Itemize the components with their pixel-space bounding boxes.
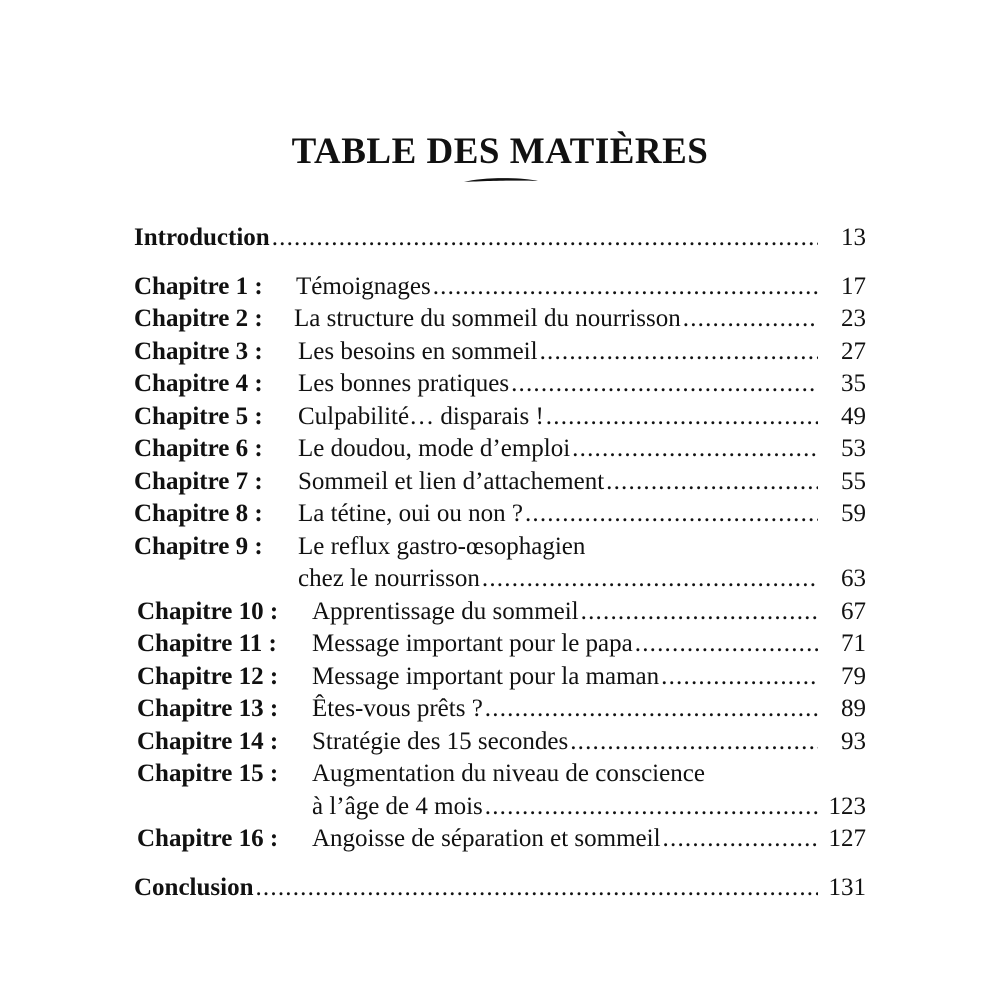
chapter-label: Chapitre 6 : [134, 435, 263, 462]
dot-leader [570, 726, 818, 758]
chapter-title: La structure du sommeil du nourrisson [294, 305, 681, 332]
chapter-label: Chapitre 8 : [134, 500, 263, 527]
conclusion-label: Conclusion [134, 874, 254, 901]
chapter-title-line1: Augmentation du niveau de conscience [312, 760, 705, 787]
dot-leader [572, 433, 818, 465]
page-number: 23 [841, 305, 866, 332]
toc-entry-chapter-10[interactable] [134, 596, 866, 628]
page-number: 67 [841, 598, 866, 625]
dot-leader [546, 401, 818, 433]
chapter-label: Chapitre 16 : [137, 825, 279, 852]
chapter-label: Chapitre 4 : [134, 370, 263, 397]
chapter-label: Chapitre 14 : [137, 728, 279, 755]
dot-leader [635, 628, 818, 660]
dot-leader [525, 498, 818, 530]
chapter-title: Message important pour la maman [312, 663, 660, 690]
page-number: 63 [841, 565, 866, 592]
toc-entry-chapter-11[interactable] [134, 628, 866, 660]
dot-leader [255, 872, 818, 904]
toc-entry-chapter-14[interactable] [134, 726, 866, 758]
dot-leader [540, 336, 818, 368]
chapter-label: Chapitre 11 : [137, 630, 277, 657]
toc-entry-chapter-9-continued[interactable] [134, 563, 866, 595]
dot-leader [581, 596, 818, 628]
chapter-title: Message important pour le papa [312, 630, 633, 657]
page-number: 55 [841, 468, 866, 495]
chapter-title: Sommeil et lien d’attachement [298, 468, 605, 495]
toc-entry-chapter-4[interactable] [134, 368, 866, 400]
chapter-title: Angoisse de séparation et sommeil [312, 825, 661, 852]
chapter-title-line1: Le reflux gastro-œsophagien [298, 533, 586, 560]
chapter-title: à l’âge de 4 mois [312, 793, 483, 820]
page-title: TABLE DES MATIÈRES [291, 131, 709, 172]
dot-leader [663, 823, 818, 855]
toc-entry-chapter-2[interactable] [134, 303, 866, 335]
toc-entry-chapter-1[interactable] [134, 271, 866, 303]
chapter-title: Apprentissage du sommeil [312, 598, 579, 625]
chapter-label: Chapitre 15 : [137, 760, 279, 787]
page-number: 71 [841, 630, 866, 657]
chapter-title: Les bonnes pratiques [298, 370, 510, 397]
chapter-label: Chapitre 13 : [137, 695, 279, 722]
toc-entry-chapter-5[interactable] [134, 401, 866, 433]
page-number: 35 [841, 370, 866, 397]
toc-entry-chapter-13[interactable] [134, 693, 866, 725]
toc-entry-chapter-3[interactable] [134, 336, 866, 368]
chapter-label: Chapitre 2 : [134, 305, 263, 332]
chapter-title: Culpabilité… disparais ! [298, 403, 544, 430]
page-number: 89 [841, 695, 866, 722]
chapter-label: Chapitre 12 : [137, 663, 279, 690]
toc-entry-chapter-8[interactable] [134, 498, 866, 530]
chapter-title: Les besoins en sommeil [298, 338, 538, 365]
chapter-label: Chapitre 9 : [134, 533, 263, 560]
chapter-label: Chapitre 10 : [137, 598, 279, 625]
page-number: 49 [841, 403, 866, 430]
dot-leader [482, 563, 818, 595]
dot-leader [485, 791, 818, 823]
toc-entry-conclusion[interactable] [134, 872, 866, 904]
page-number: 59 [841, 500, 866, 527]
toc-entry-chapter-15[interactable] [134, 758, 866, 790]
toc-entry-introduction[interactable] [134, 222, 866, 254]
toc-entry-chapter-7[interactable] [134, 466, 866, 498]
dot-leader [433, 271, 818, 303]
chapter-title: chez le nourrisson [298, 565, 480, 592]
chapter-label: Chapitre 3 : [134, 338, 263, 365]
page-number: 131 [828, 874, 866, 901]
dot-leader [272, 222, 818, 254]
toc-entry-chapter-6[interactable] [134, 433, 866, 465]
dot-leader [661, 661, 818, 693]
chapter-label: Chapitre 7 : [134, 468, 263, 495]
page-number: 13 [841, 224, 866, 251]
page-number: 123 [828, 793, 866, 820]
chapter-title: Le doudou, mode d’emploi [298, 435, 571, 462]
page-number: 127 [828, 825, 866, 852]
dot-leader [511, 368, 818, 400]
page-number: 79 [841, 663, 866, 690]
toc-entry-chapter-9[interactable] [134, 531, 866, 563]
dot-leader [485, 693, 818, 725]
introduction-label: Introduction [134, 224, 270, 251]
toc-entry-chapter-12[interactable] [134, 661, 866, 693]
dot-leader [606, 466, 818, 498]
chapter-title: Stratégie des 15 secondes [312, 728, 569, 755]
toc-entry-chapter-16[interactable] [134, 823, 866, 855]
page-number: 93 [841, 728, 866, 755]
toc-entry-chapter-15-continued[interactable] [134, 791, 866, 823]
chapter-label: Chapitre 5 : [134, 403, 263, 430]
chapter-title: Témoignages [296, 273, 431, 300]
page-number: 53 [841, 435, 866, 462]
page-number: 17 [841, 273, 866, 300]
page-number: 27 [841, 338, 866, 365]
chapter-title: Êtes-vous prêts ? [312, 695, 483, 722]
chapter-title: La tétine, oui ou non ? [298, 500, 523, 527]
chapter-label: Chapitre 1 : [134, 273, 263, 300]
dot-leader [683, 303, 818, 335]
